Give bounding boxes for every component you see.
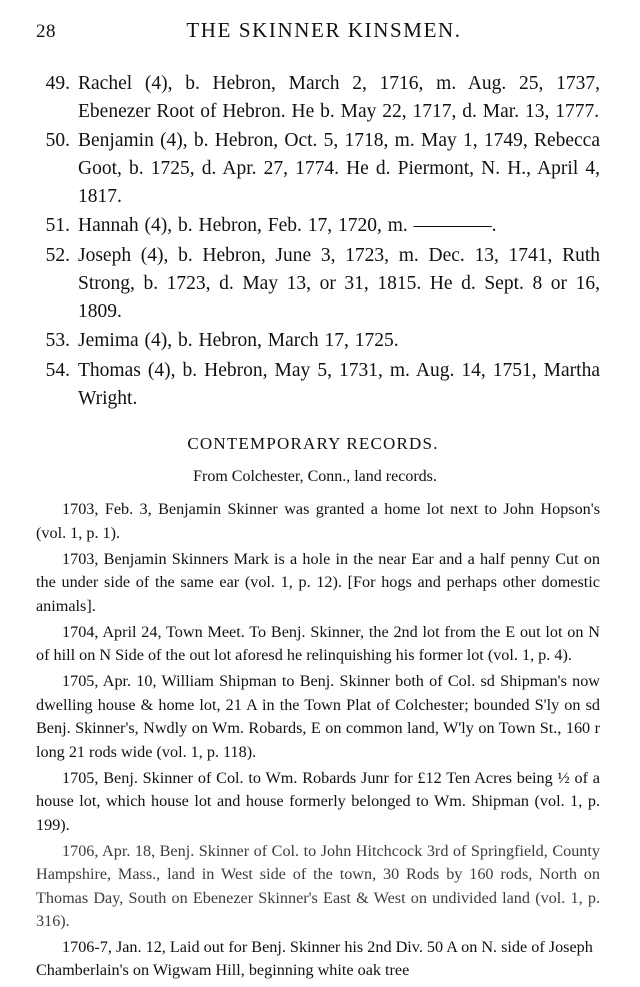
section-title: CONTEMPORARY RECORDS. xyxy=(187,434,439,454)
page-number: 28 xyxy=(36,21,56,42)
entry-number: 50. xyxy=(45,130,70,152)
record-paragraph: 1704, April 24, Town Meet. To Benj. Skinner, the 2nd lot from the E out lot on N of hill on N Side of the out lot aforesd he relinquishing his former lot (vol. 1, p. 4). xyxy=(36,622,600,665)
record-paragraph: 1705, Benj. Skinner of Col. to Wm. Robards Junr for £12 Ten Acres being ½ of a house lot, which house lot and house formerly belonged to Wm. Shipman (vol. 1, p. 199). xyxy=(36,768,600,834)
genealogy-entry xyxy=(36,327,600,355)
record-paragraph: 1706, Apr. 18, Benj. Skinner of Col. to John Hitchcock 3rd of Springfield, County Hampshire, Mass., land in West side of the town, 30 Rods by 160 rods, North on Thomas Day, South on Ebenezer Skinner's East & West on undivided land (vol. 1, p. 316). xyxy=(36,841,600,930)
genealogy-entry xyxy=(36,212,600,240)
entry-text: Hannah (4), b. Hebron, Feb. 17, 1720, m. ————. xyxy=(78,215,497,237)
genealogy-entry-list xyxy=(36,70,600,412)
genealogy-entry xyxy=(36,357,600,412)
page-header xyxy=(36,18,600,44)
section-subtitle: From Colchester, Conn., land records. xyxy=(193,468,437,486)
record-paragraph: 1703, Benjamin Skinners Mark is a hole in the near Ear and a half penny Cut on the under side of the same ear (vol. 1, p. 12). [For hogs and perhaps other domestic animals]. xyxy=(36,549,600,615)
entry-text: Rachel (4), b. Hebron, March 2, 1716, m. Aug. 25, 1737, Ebenezer Root of Hebron. He b. May 22, 1717, d. Mar. 13, 1777. xyxy=(78,73,600,122)
genealogy-entry xyxy=(36,127,600,210)
record-paragraph: 1703, Feb. 3, Benjamin Skinner was granted a home lot next to John Hopson's (vol. 1, p. 1). xyxy=(36,500,600,542)
running-head: THE SKINNER KINSMEN. xyxy=(186,18,462,42)
entry-number: 54. xyxy=(45,359,70,381)
genealogy-entry xyxy=(36,242,600,325)
genealogy-entry xyxy=(36,70,600,125)
record-paragraph: 1705, Apr. 10, William Shipman to Benj. Skinner both of Col. sd Shipman's now dwelling house & home lot, 21 A in the Town Plat of Colchester; bounded S'ly on sd Benj. Skinner's, Nwdly on Wm. Robards, E on common land, W'ly on Town St., 160 r long 21 rods wide (vol. 1, p. 118). xyxy=(36,672,600,761)
records-body xyxy=(36,498,600,983)
entry-number: 52. xyxy=(45,245,70,267)
entry-text: Joseph (4), b. Hebron, June 3, 1723, m. Dec. 13, 1741, Ruth Strong, b. 1723, d. May 13, or 31, 1815. He d. Sept. 8 or 16, 1809. xyxy=(78,245,600,322)
entry-number: 49. xyxy=(45,73,70,94)
record-paragraph: 1706-7, Jan. 12, Laid out for Benj. Skinner his 2nd Div. 50 A on N. side of Joseph Chamberlain's on Wigwam Hill, beginning white oak tree xyxy=(36,937,593,980)
entry-text: Jemima (4), b. Hebron, March 17, 1725. xyxy=(78,330,399,352)
entry-number: 53. xyxy=(45,330,70,352)
entry-text: Benjamin (4), b. Hebron, Oct. 5, 1718, m. May 1, 1749, Rebecca Goot, b. 1725, d. Apr. 27, 1774. He d. Piermont, N. H., April 4, 1817. xyxy=(78,130,600,207)
entry-number: 51. xyxy=(45,215,70,237)
entry-text: Thomas (4), b. Hebron, May 5, 1731, m. Aug. 14, 1751, Martha Wright. xyxy=(78,359,600,409)
